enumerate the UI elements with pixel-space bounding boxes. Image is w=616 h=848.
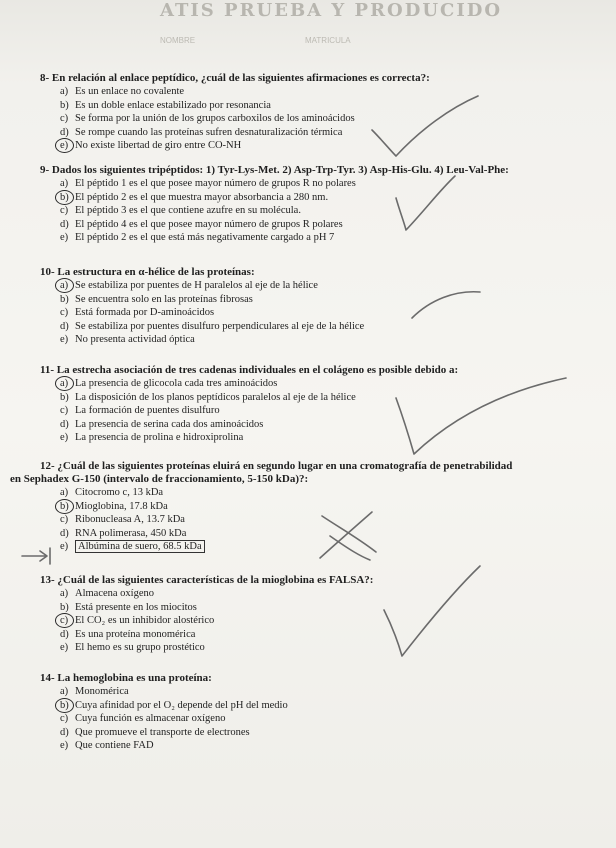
option-a[interactable]: [60, 85, 610, 99]
question-title: 9- Dados los siguientes tripéptidos: 1) Tyr-Lys-Met. 2) Asp-Trp-Tyr. 3) Asp-His-Glu. 4) Leu-Val-Phe:: [40, 164, 509, 176]
option-text: No existe libertad de giro entre CO-NH: [75, 140, 242, 151]
option-b-selected[interactable]: [60, 500, 610, 514]
option-text: Es un enlace no covalente: [75, 86, 185, 97]
option-letter: d): [60, 527, 69, 539]
option-e[interactable]: [60, 739, 610, 753]
option-e[interactable]: [60, 231, 610, 245]
question-12: [10, 460, 610, 554]
question-9: [40, 164, 610, 245]
question-title: 11- La estrecha asociación de tres cadenas individuales en el colágeno es posible debido a:: [40, 364, 459, 376]
option-text: El péptido 1 es el que posee mayor número de grupos R no polares: [75, 178, 356, 189]
option-letter: d): [60, 126, 69, 138]
option-text: Es una proteína monomérica: [75, 628, 196, 640]
option-letter: e): [60, 232, 69, 243]
option-text: La disposición de los planos peptídicos paralelos al eje de la hélice: [75, 391, 356, 403]
option-letter: d): [60, 320, 69, 332]
option-a[interactable]: [60, 177, 610, 191]
question-title-continued: en Sephadex G-150 (intervalo de fraccionamiento, 5-150 kDa)?:: [10, 473, 309, 485]
option-text: El péptido 2 es el que muestra mayor absorbancia a 280 nm.: [75, 191, 329, 203]
option-c-selected[interactable]: [60, 614, 610, 628]
option-text: El CO₂ es un inhibidor alostérico: [75, 615, 215, 626]
option-letter: a): [60, 178, 69, 189]
option-text: Es un doble enlace estabilizado por resonancia: [75, 99, 271, 111]
option-text: Citocromo c, 13 kDa: [75, 487, 164, 498]
option-letter: b): [60, 99, 69, 111]
option-letter-circled: c): [60, 614, 75, 628]
option-letter: b): [60, 293, 69, 305]
option-text-boxed: Albúmina de suero, 68.5 kDa: [75, 540, 205, 553]
question-11: [40, 364, 610, 445]
option-letter: d): [60, 218, 69, 230]
option-c[interactable]: [60, 112, 610, 126]
option-d[interactable]: [60, 320, 610, 334]
question-title: 14- La hemoglobina es una proteína:: [40, 672, 212, 684]
option-letter-circled: b): [60, 191, 75, 205]
option-text: Está presente en los miocitos: [75, 601, 197, 613]
option-e[interactable]: [60, 641, 610, 655]
option-text: Cuya función es almacenar oxígeno: [75, 713, 226, 724]
option-letter: e): [60, 642, 69, 653]
option-text: La presencia de serina cada dos aminoácidos: [75, 418, 264, 430]
option-d[interactable]: [60, 628, 610, 642]
option-b[interactable]: [60, 391, 610, 405]
question-14: [40, 672, 610, 753]
option-letter: c): [60, 713, 69, 724]
option-letter: a): [60, 588, 69, 599]
option-letter-circled: a): [60, 279, 75, 293]
option-d[interactable]: [60, 726, 610, 740]
option-b-selected[interactable]: [60, 699, 610, 713]
option-text: El péptido 3 es el que contiene azufre en su molécula.: [75, 205, 301, 216]
option-a-selected[interactable]: [60, 377, 610, 391]
option-d[interactable]: [60, 527, 610, 541]
option-text: Ribonucleasa A, 13.7 kDa: [75, 514, 185, 525]
option-text: Se estabiliza por puentes de H paralelos al eje de la hélice: [75, 280, 318, 291]
question-8: [40, 72, 610, 153]
question-title: 10- La estructura en α-hélice de las proteínas:: [40, 266, 255, 278]
option-e[interactable]: [60, 333, 610, 347]
option-letter: c): [60, 514, 69, 525]
option-letter: b): [60, 391, 69, 403]
option-d[interactable]: [60, 418, 610, 432]
option-e[interactable]: [60, 431, 610, 445]
option-letter-circled: b): [60, 500, 75, 514]
question-title: 12- ¿Cuál de las siguientes proteínas eluirá en segundo lugar en una cromatografía de penetrabilidad: [40, 460, 513, 472]
option-text: Almacena oxígeno: [75, 588, 155, 599]
question-title: 13- ¿Cuál de las siguientes características de la mioglobina es FALSA?:: [40, 574, 374, 586]
option-text: La presencia de prolina e hidroxiprolina: [75, 432, 244, 443]
option-letter: e): [60, 541, 69, 552]
option-a-selected[interactable]: [60, 279, 610, 293]
option-b[interactable]: [60, 293, 610, 307]
option-d[interactable]: [60, 126, 610, 140]
option-d[interactable]: [60, 218, 610, 232]
option-text: RNA polimerasa, 450 kDa: [75, 527, 187, 539]
header-id-label: MATRICULA: [305, 36, 351, 45]
option-text: El péptido 2 es el que está más negativamente cargado a pH 7: [75, 232, 335, 243]
option-text: Se estabiliza por puentes disulfuro perpendiculares al eje de la hélice: [75, 320, 365, 332]
option-letter: e): [60, 334, 69, 345]
question-10: [40, 266, 610, 347]
option-letter: e): [60, 432, 69, 443]
option-letter: a): [60, 686, 69, 697]
option-text: Que promueve el transporte de electrones: [75, 726, 250, 738]
option-letter: a): [60, 86, 69, 97]
option-letter: c): [60, 205, 69, 216]
option-text: Está formada por D-aminoácidos: [75, 307, 215, 318]
option-letter-circled: a): [60, 377, 75, 391]
question-13: [40, 574, 610, 655]
option-text: Se encuentra solo en las proteínas fibrosas: [75, 293, 253, 305]
option-letter: d): [60, 418, 69, 430]
option-e-selected[interactable]: [60, 139, 610, 153]
option-text: La formación de puentes disulfuro: [75, 405, 220, 416]
option-text: Se rompe cuando las proteínas sufren desnaturalización térmica: [75, 126, 343, 138]
option-c[interactable]: [60, 204, 610, 218]
option-c[interactable]: [60, 306, 610, 320]
option-e-marked[interactable]: [60, 540, 610, 554]
option-letter: a): [60, 487, 69, 498]
option-letter: e): [60, 740, 69, 751]
header-name-label: NOMBRE: [160, 36, 196, 45]
option-letter: c): [60, 113, 69, 124]
option-text: Que contiene FAD: [75, 740, 154, 751]
option-letter: c): [60, 405, 69, 416]
option-text: No presenta actividad óptica: [75, 334, 195, 345]
option-letter-circled: e): [60, 139, 75, 153]
option-a[interactable]: [60, 685, 610, 699]
option-letter: b): [60, 601, 69, 613]
page-header-title: ATIS PRUEBA Y PRODUCIDO: [160, 0, 503, 21]
option-text: Mioglobina, 17.8 kDa: [75, 500, 168, 512]
option-text: La presencia de glicocola cada tres aminoácidos: [75, 378, 278, 389]
question-title: 8- En relación al enlace peptídico, ¿cuál de las siguientes afirmaciones es correcta?:: [40, 72, 430, 84]
option-letter-circled: b): [60, 699, 75, 713]
option-text: Monomérica: [75, 686, 129, 697]
option-text: Se forma por la unión de los grupos carboxilos de los aminoácidos: [75, 113, 355, 124]
option-b[interactable]: [60, 99, 610, 113]
option-b-selected[interactable]: [60, 191, 610, 205]
option-a[interactable]: [60, 587, 610, 601]
option-c[interactable]: [60, 513, 610, 527]
option-letter: d): [60, 628, 69, 640]
option-letter: d): [60, 726, 69, 738]
option-a[interactable]: [60, 486, 610, 500]
option-c[interactable]: [60, 404, 610, 418]
option-text: El hemo es su grupo prostético: [75, 642, 205, 653]
option-c[interactable]: [60, 712, 610, 726]
option-b[interactable]: [60, 601, 610, 615]
option-text: Cuya afinidad por el O₂ depende del pH del medio: [75, 699, 288, 711]
option-letter: c): [60, 307, 69, 318]
option-text: El péptido 4 es el que posee mayor número de grupos R polares: [75, 218, 343, 230]
